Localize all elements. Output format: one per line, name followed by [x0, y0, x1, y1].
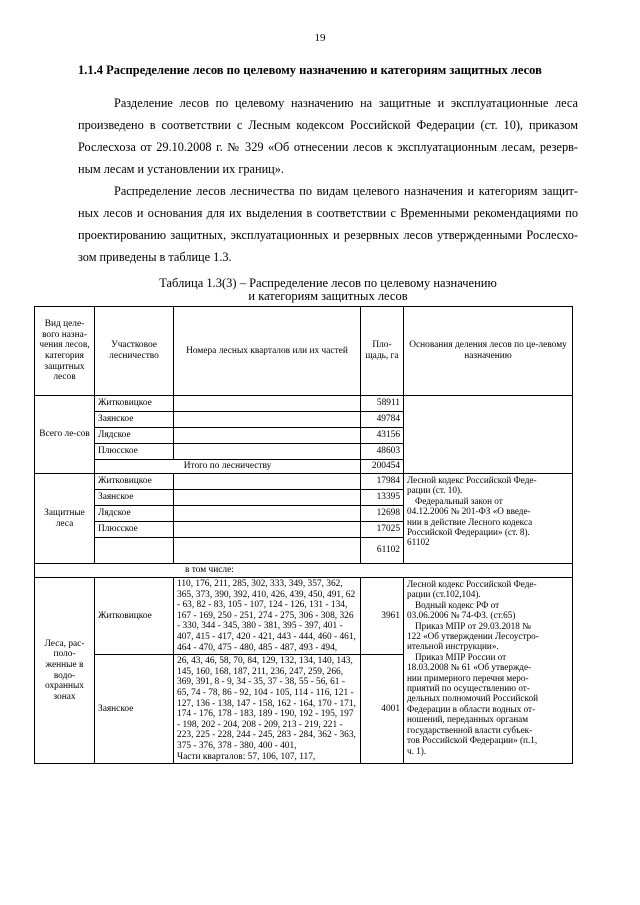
area-cell: 48603: [361, 444, 404, 460]
quarters-cell: [174, 538, 361, 564]
basis-line: Федеральный закон от: [415, 495, 503, 506]
table-row: [35, 396, 573, 412]
quarters-cell: 110, 176, 211, 285, 302, 333, 349, 357, 362, 365, 373, 390, 392, 410, 426, 439, 450, 491, 62 - 63, 82 - 83, 105 - 107, 124 - 126, 131 - 134, 167 - 169, 250 - 251, 274 - 275, 306 - 308, 326 - 330, 344 - 345, 380 - 381, 395 - 397, 401 - 407, 415 - 417, 420 - 421, 443 - 444, 460 - 461, 464 - 470, 475 - 480, 485 - 487, 493 - 494,: [174, 578, 361, 655]
forestry-cell: Плюсское: [95, 522, 174, 538]
header-area: Пло-щадь, га: [361, 307, 404, 396]
paragraph-1: [78, 92, 578, 180]
basis-line: рации (ст. 10).: [407, 485, 463, 496]
basis-line: Российской Федерации» (ст. 8).: [407, 527, 530, 538]
header-purpose: Вид целе-вого назна-чения лесов, категория защитных лесов: [35, 307, 95, 396]
basis-line: рации (ст.102,104).: [407, 589, 481, 600]
area-cell: 17984: [361, 474, 404, 490]
basis-cell: [404, 396, 573, 474]
protective-basis: [404, 474, 573, 564]
subtotal-area: 200454: [361, 460, 404, 474]
area-cell: 13395: [361, 490, 404, 506]
forestry-cell: Заянское: [95, 655, 174, 764]
forestry-cell: Житковицкое: [95, 396, 174, 412]
basis-line: государственной власти субъек-: [407, 724, 533, 735]
quarters-cell: [174, 444, 361, 460]
forestry-cell: Житковицкое: [95, 474, 174, 490]
basis-line: приятий по осуществлению от-: [407, 683, 530, 694]
quarters-parts: Части кварталов: 57, 106, 107, 117,: [177, 751, 316, 762]
basis-line: тов Российской Федерации» (п.1,: [407, 735, 538, 746]
header-quarters: Номера лесных кварталов или их частей: [174, 307, 361, 396]
basis-line: 61102: [407, 537, 430, 548]
quarters-cell: [174, 474, 361, 490]
forestry-cell: Лядское: [95, 506, 174, 522]
header-basis: Основания деления лесов по це-левому назначению: [404, 307, 573, 396]
table-row: [35, 578, 573, 655]
basis-line: ч. 1).: [407, 745, 427, 756]
basis-line: 03.06.2006 № 74-ФЗ. (ст.65): [407, 610, 516, 621]
page-number: 19: [314, 32, 326, 44]
basis-line: 18.03.2008 № 61 «Об утвержде-: [407, 662, 532, 673]
forestry-cell: Плюсское: [95, 444, 174, 460]
forestry-cell: Заянское: [95, 412, 174, 428]
subtotal-label: Итого по лесничеству: [95, 460, 361, 474]
table-header-row: [35, 307, 573, 396]
paragraph-line: Разделение лесов по целевому назначению на защитные и эксплуатационные леса: [114, 96, 578, 110]
paragraph-line: зом приведены в таблице 1.3.: [78, 250, 232, 264]
quarters-cell: [174, 428, 361, 444]
area-cell: 49784: [361, 412, 404, 428]
caption-line: и категориям защитных лесов: [248, 289, 408, 303]
basis-line: 122 «Об утверждении Лесоустро-: [407, 631, 539, 642]
table-row: [35, 474, 573, 490]
basis-line: нии в действие Лесного кодекса: [407, 516, 533, 527]
forestry-cell: Лядское: [95, 428, 174, 444]
quarters-cell: [174, 522, 361, 538]
forest-distribution-table: [34, 306, 573, 764]
area-cell: 58911: [361, 396, 404, 412]
basis-line: Приказ МПР от 29.03.2018 №: [415, 620, 531, 631]
basis-line: ительной инструкции».: [407, 641, 499, 652]
forestry-cell: Заянское: [95, 490, 174, 506]
quarters-cell: [174, 655, 361, 764]
header-forestry: Участковое лесничество: [95, 307, 174, 396]
quarters-cell: [174, 490, 361, 506]
protective-total-area: 61102: [361, 538, 404, 564]
paragraph-line: Распределение лесов лесничества по видам целевого назначения и категориям защит-: [114, 184, 578, 198]
quarters-cell: [174, 412, 361, 428]
quarters-list: 26, 43, 46, 58, 70, 84, 129, 132, 134, 140, 143, 145, 160, 168, 187, 211, 236, 247, 259, 266, 369, 391, 8 - 9, 34 - 35, 37 - 38, 55 - 56, 61 - 65, 74 - 78, 86 - 92, 104 - 105, 114 - 116, 121 - 127, 136 - 138, 147 - 158, 162 - 164, 170 - 171, 174 - 176, 178 - 183, 189 - 190, 192 - 195, 197 - 198, 202 - 204, 208 - 209, 213 - 219, 221 - 223, 225 - 228, 244 - 245, 283 - 284, 362 - 363, 375 - 376, 378 - 380, 400 - 401,: [177, 656, 356, 751]
quarters-cell: [174, 506, 361, 522]
forestry-cell: [95, 538, 174, 564]
caption-line: Таблица 1.3(3) – Распределение лесов по целевому назначению: [159, 276, 497, 290]
paragraph-line: произведено в соответствии с Лесным кодексом Российской Федерации (ст. 10), приказом: [78, 118, 578, 132]
paragraph-line: проектированию защитных, эксплуатационных и резервных лесов утвержденными Рослесхо-: [78, 228, 578, 242]
paragraph-line: ных лесов и основания для их выделения в соответствии с Временными рекомендациями по: [78, 206, 578, 220]
area-cell: 17025: [361, 522, 404, 538]
group-total-label: Всего ле-сов: [35, 396, 95, 474]
basis-line: нии примерного перечня меро-: [407, 672, 529, 683]
group-water-label: Леса, рас-поло-женные в водо-охранных зонах: [35, 578, 95, 764]
section-heading: 1.1.4 Распределение лесов по целевому назначению и категориям защитных лесов: [78, 63, 542, 77]
area-cell: 12698: [361, 506, 404, 522]
forestry-cell: Житковицкое: [95, 578, 174, 655]
basis-line: дельных полномочий Российской: [407, 693, 539, 704]
paragraph-line: Рослесхоза от 29.10.2008 г. № 329 «Об отнесении лесов к эксплуатационным лесам, резерв-: [78, 140, 578, 154]
basis-line: 04.12.2006 № 201-ФЗ «О введе-: [407, 506, 531, 517]
quarters-cell: [174, 396, 361, 412]
table-caption: [78, 277, 578, 303]
basis-line: Водный кодекс РФ от: [415, 599, 500, 610]
table-row: [35, 564, 573, 578]
basis-line: Приказ МПР России от: [415, 651, 507, 662]
basis-line: Федерации в области водных от-: [407, 703, 536, 714]
paragraph-line: ным лесам и установлении их границ».: [78, 162, 284, 176]
paragraph-2: [78, 180, 578, 268]
basis-line: ношений, переданных органам: [407, 714, 529, 725]
area-cell: 43156: [361, 428, 404, 444]
basis-line: Лесной кодекс Российской Феде-: [407, 475, 537, 485]
area-cell: 4001: [361, 655, 404, 764]
area-cell: 3961: [361, 578, 404, 655]
water-basis: [404, 578, 573, 764]
group-protective-label: Защитные леса: [35, 474, 95, 564]
basis-line: Лесной кодекс Российской Феде-: [407, 579, 537, 589]
including-label: в том числе:: [35, 564, 573, 578]
